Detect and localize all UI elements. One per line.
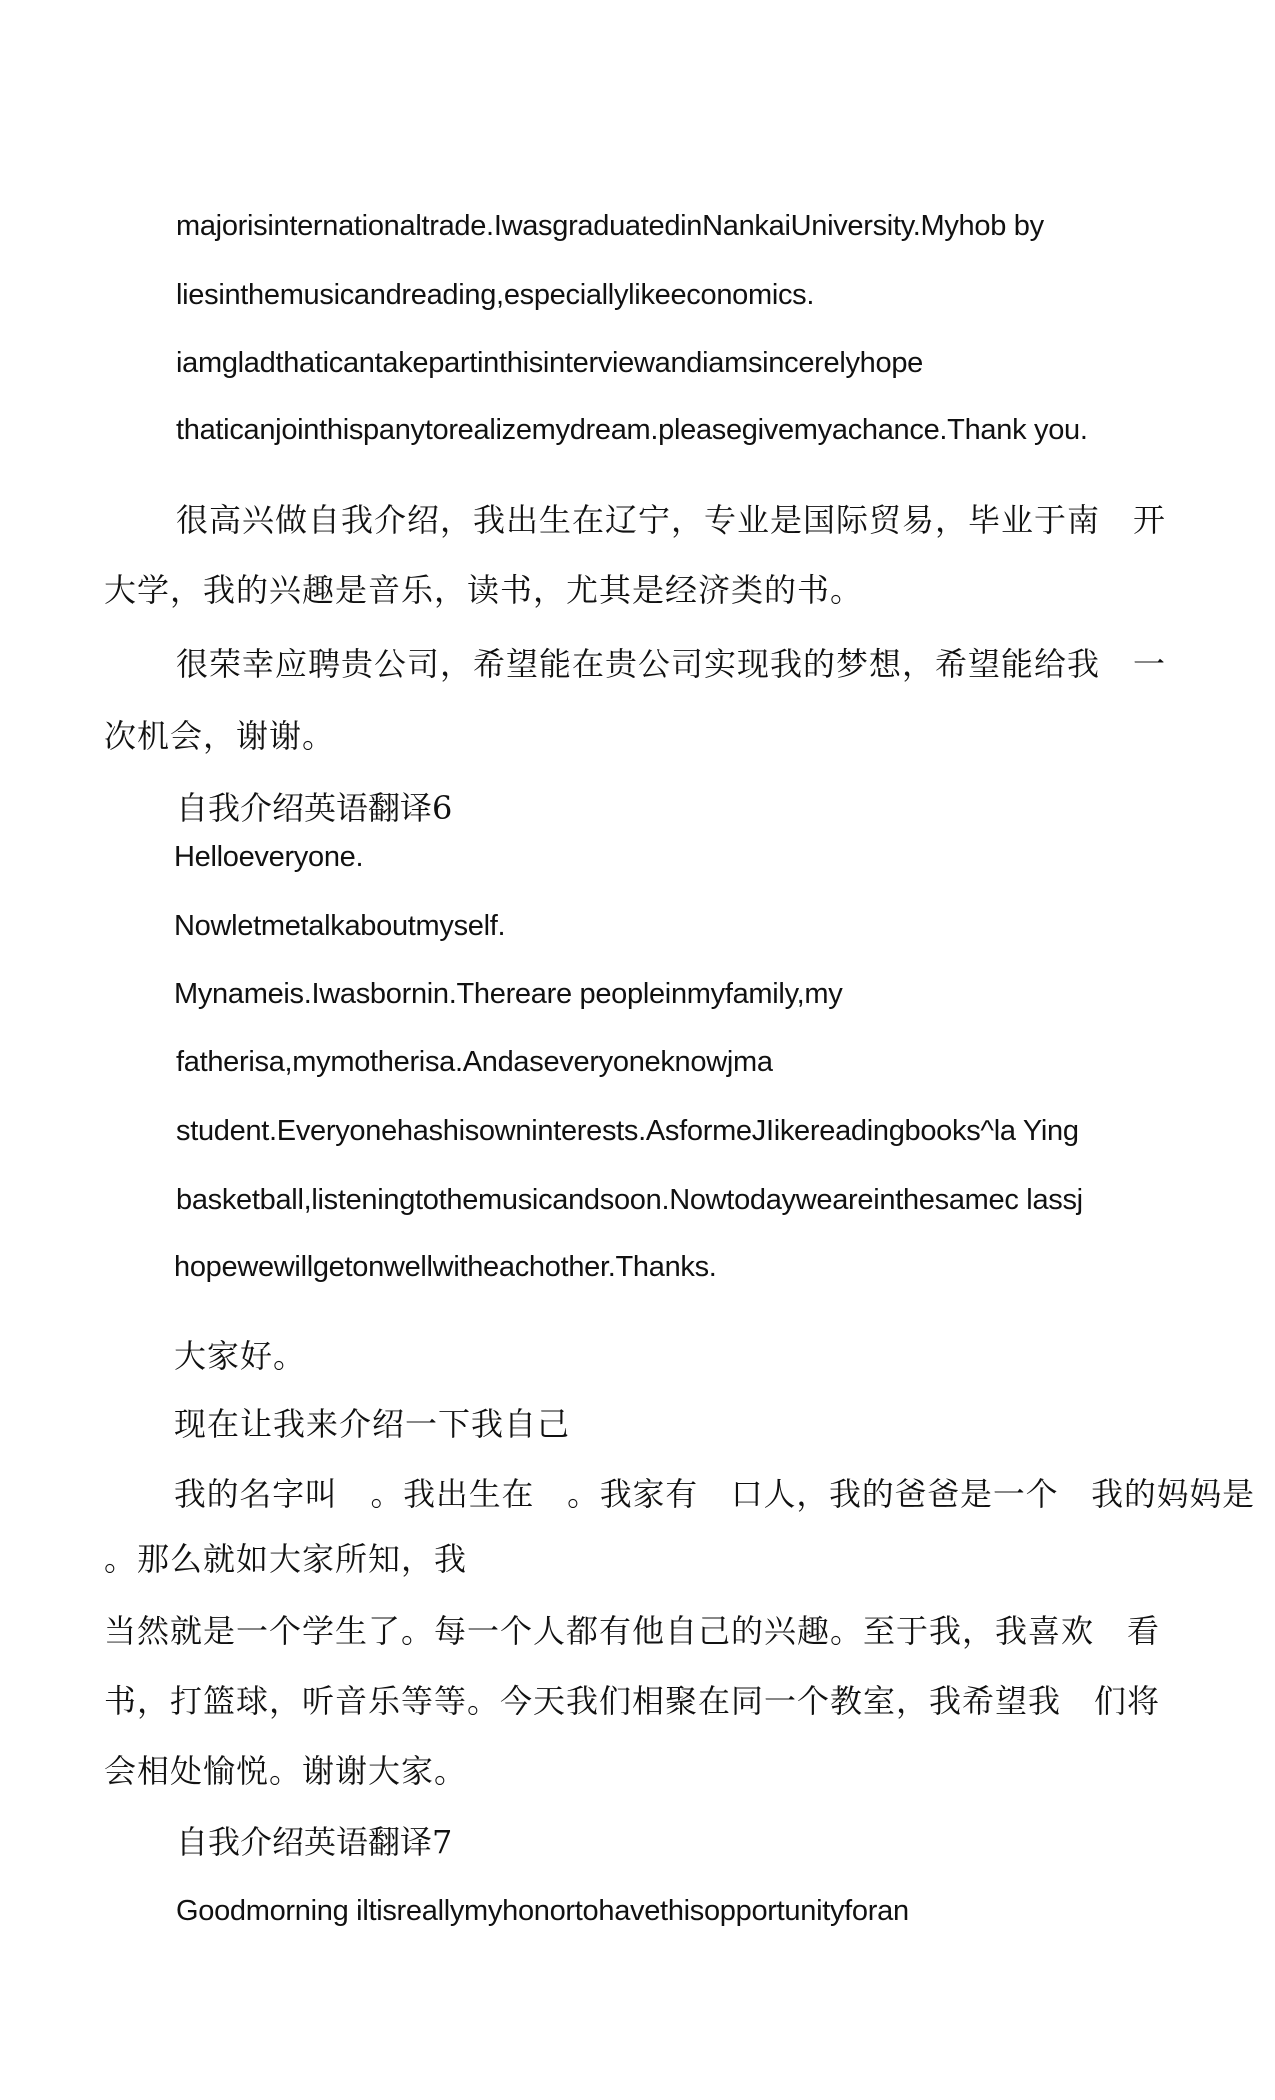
english-line: iamgladthaticantakepartinthisinterviewandiamsincerelyhope xyxy=(176,347,923,379)
english-line: liesinthemusicandreading,especiallylikeeconomics. xyxy=(176,279,815,311)
english-line: Helloeveryone. xyxy=(174,841,364,873)
section-heading-6: 自我介绍英语翻译6 xyxy=(176,789,453,827)
english-line: Goodmorning iltisreallymyhonortohavethisopportunityforan xyxy=(176,1895,909,1927)
english-line: Mynameis.Iwasbornin.Thereare peopleinmyfamily,my xyxy=(174,978,843,1010)
english-line: basketball,listeningtothemusicandsoon.Nowtodayweareinthesamec lassj xyxy=(176,1184,1083,1216)
chinese-line: 当然就是一个学生了。每一个人都有他自己的兴趣。至于我，我喜欢 看 xyxy=(104,1612,1161,1650)
chinese-line: 大学，我的兴趣是音乐，读书，尤其是经济类的书。 xyxy=(104,571,864,609)
english-line: student.Everyonehashisowninterests.AsformeJIikereadingbooks^la Ying xyxy=(176,1115,1079,1147)
section-heading-7: 自我介绍英语翻译7 xyxy=(176,1823,453,1861)
chinese-line: 。那么就如大家所知，我 xyxy=(104,1540,468,1578)
chinese-line: 会相处愉悦。谢谢大家。 xyxy=(104,1752,468,1790)
chinese-line: 很高兴做自我介绍，我出生在辽宁，专业是国际贸易，毕业于南 开 xyxy=(176,501,1167,539)
chinese-line: 大家好。 xyxy=(174,1337,307,1375)
english-line: hopewewillgetonwellwitheachother.Thanks. xyxy=(174,1251,717,1283)
english-line: majorisinternationaltrade.IwasgraduatedinNankaiUniversity.Myhob by xyxy=(176,210,1044,242)
chinese-line: 我的名字叫 。我出生在 。我家有 口人，我的爸爸是一个 我的妈妈是 xyxy=(174,1475,1256,1513)
chinese-line: 书，打篮球，听音乐等等。今天我们相聚在同一个教室，我希望我 们将 xyxy=(104,1682,1161,1720)
chinese-line: 很荣幸应聘贵公司，希望能在贵公司实现我的梦想，希望能给我 一 xyxy=(176,645,1167,683)
english-line: thaticanjointhispanytorealizemydream.pleasegivemyachance.Thank you. xyxy=(176,414,1088,446)
english-line: Nowletmetalkaboutmyself. xyxy=(174,910,506,942)
chinese-line: 现在让我来介绍一下我自己 xyxy=(174,1405,571,1443)
english-line: fatherisa,mymotherisa.Andaseveryoneknowjma xyxy=(176,1046,773,1078)
chinese-line: 次机会，谢谢。 xyxy=(104,717,336,755)
